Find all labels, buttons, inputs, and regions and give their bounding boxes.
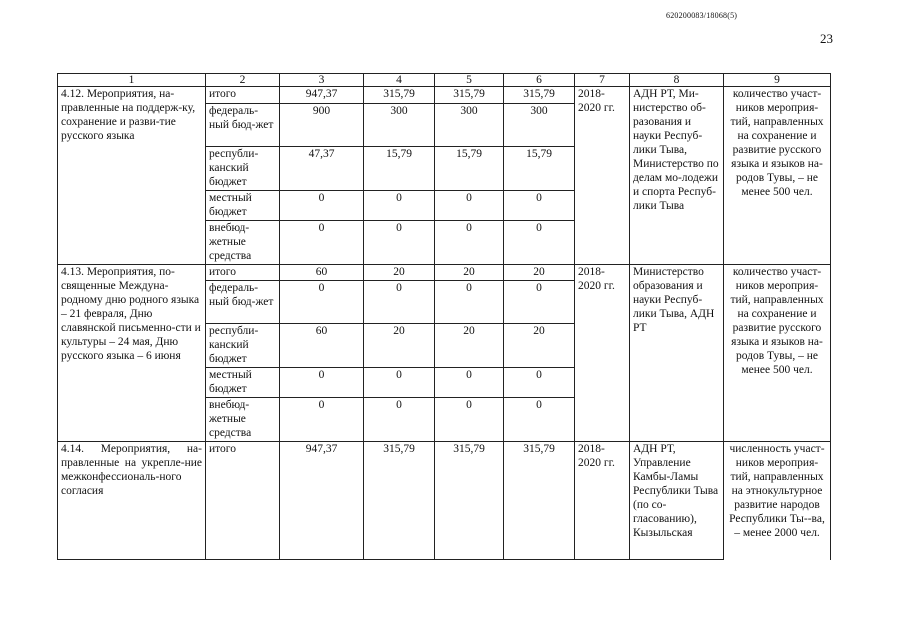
- amount-2020: 0: [504, 368, 575, 398]
- table-row: [58, 87, 831, 104]
- executors: АДН РТ, Управление Камбы-Ламы Республики Тыва (по со-гласованию), Кызыльская: [630, 442, 724, 560]
- amount-2018: 0: [364, 281, 435, 324]
- amount-2020: 315,79: [504, 442, 575, 560]
- amount-2019: 0: [435, 221, 504, 265]
- funding-source: федераль-ный бюд-жет: [206, 104, 280, 147]
- amount-2020: 300: [504, 104, 575, 147]
- executors: Министерство образования и науки Респуб-лики Тыва, АДН РТ: [630, 265, 724, 442]
- table-row: [58, 442, 831, 560]
- amount-2020: 0: [504, 281, 575, 324]
- amount-total: 0: [280, 398, 364, 442]
- amount-2020: 0: [504, 191, 575, 221]
- amount-2018: 20: [364, 324, 435, 368]
- amount-2018: 0: [364, 191, 435, 221]
- amount-total: 0: [280, 221, 364, 265]
- funding-source: республи-канский бюджет: [206, 147, 280, 191]
- funding-source: внебюд-жетные средства: [206, 221, 280, 265]
- funding-source: итого: [206, 265, 280, 281]
- col-header: 1: [58, 74, 206, 87]
- amount-2019: 315,79: [435, 442, 504, 560]
- amount-2019: 315,79: [435, 87, 504, 104]
- amount-2018: 315,79: [364, 442, 435, 560]
- col-header: 4: [364, 74, 435, 87]
- funding-source: местный бюджет: [206, 191, 280, 221]
- funding-source: итого: [206, 442, 280, 560]
- funding-source: внебюд-жетные средства: [206, 398, 280, 442]
- table-row: [58, 265, 831, 281]
- period: 2018-2020 гг.: [575, 87, 630, 265]
- funding-source: федераль-ный бюд-жет: [206, 281, 280, 324]
- amount-total: 0: [280, 191, 364, 221]
- amount-2018: 20: [364, 265, 435, 281]
- amount-total: 947,37: [280, 442, 364, 560]
- document-code: 620200083/18068(5): [666, 11, 738, 20]
- indicator: количество участ-ников мероприя-тий, направленных на сохранение и развитие русского языка и языков на-родов Тувы, – не менее 500 чел.: [724, 87, 831, 265]
- amount-2019: 0: [435, 398, 504, 442]
- col-header: 3: [280, 74, 364, 87]
- amount-2018: 0: [364, 398, 435, 442]
- measure-name: 4.14. Мероприятия, на-правленные на укрепле-ние межконфессиональ-ного согласия: [58, 442, 206, 560]
- amount-2020: 20: [504, 324, 575, 368]
- amount-total: 947,37: [280, 87, 364, 104]
- amount-total: 0: [280, 281, 364, 324]
- col-header: 2: [206, 74, 280, 87]
- amount-2019: 0: [435, 281, 504, 324]
- amount-2019: 20: [435, 324, 504, 368]
- measure-name: 4.13. Мероприятия, по-священные Междуна-родному дню родного языка – 21 февраля, Дню славянской письменно-сти и культуры – 24 мая, Дню русского языка – 6 июня: [58, 265, 206, 442]
- indicator: численность участ-ников мероприя-тий, направленных на этнокультурное развитие народов Республики Ты--ва, – менее 2000 чел.: [724, 442, 831, 560]
- executors: АДН РТ, Ми-нистерство об-разования и науки Респуб-лики Тыва, Министерство по делам мо-лодежи и спорта Респуб-лики Тыва: [630, 87, 724, 265]
- funding-source: республи-канский бюджет: [206, 324, 280, 368]
- col-header: 5: [435, 74, 504, 87]
- amount-2019: 15,79: [435, 147, 504, 191]
- indicator: количество участ-ников мероприя-тий, направленных на сохранение и развитие русского языка и языков на-родов Тувы, – не менее 500 чел.: [724, 265, 831, 442]
- amount-total: 47,37: [280, 147, 364, 191]
- amount-2019: 300: [435, 104, 504, 147]
- header-row: [58, 74, 831, 87]
- measure-name: 4.12. Мероприятия, на-правленные на поддерж-ку, сохранение и разви-тие русского языка: [58, 87, 206, 265]
- amount-total: 60: [280, 265, 364, 281]
- amount-2019: 0: [435, 368, 504, 398]
- amount-2018: 315,79: [364, 87, 435, 104]
- amount-2020: 15,79: [504, 147, 575, 191]
- period: 2018-2020 гг.: [575, 442, 630, 560]
- amount-2020: 0: [504, 221, 575, 265]
- amount-2018: 300: [364, 104, 435, 147]
- amount-total: 0: [280, 368, 364, 398]
- funding-source: местный бюджет: [206, 368, 280, 398]
- amount-2019: 0: [435, 191, 504, 221]
- amount-2020: 315,79: [504, 87, 575, 104]
- amount-2020: 20: [504, 265, 575, 281]
- amount-2020: 0: [504, 398, 575, 442]
- amount-total: 900: [280, 104, 364, 147]
- program-table: [57, 73, 831, 560]
- amount-total: 60: [280, 324, 364, 368]
- amount-2018: 0: [364, 368, 435, 398]
- col-header: 6: [504, 74, 575, 87]
- period: 2018-2020 гг.: [575, 265, 630, 442]
- amount-2018: 15,79: [364, 147, 435, 191]
- amount-2018: 0: [364, 221, 435, 265]
- col-header: 8: [630, 74, 724, 87]
- funding-source: итого: [206, 87, 280, 104]
- col-header: 7: [575, 74, 630, 87]
- amount-2019: 20: [435, 265, 504, 281]
- page-number: 23: [820, 31, 833, 46]
- col-header: 9: [724, 74, 831, 87]
